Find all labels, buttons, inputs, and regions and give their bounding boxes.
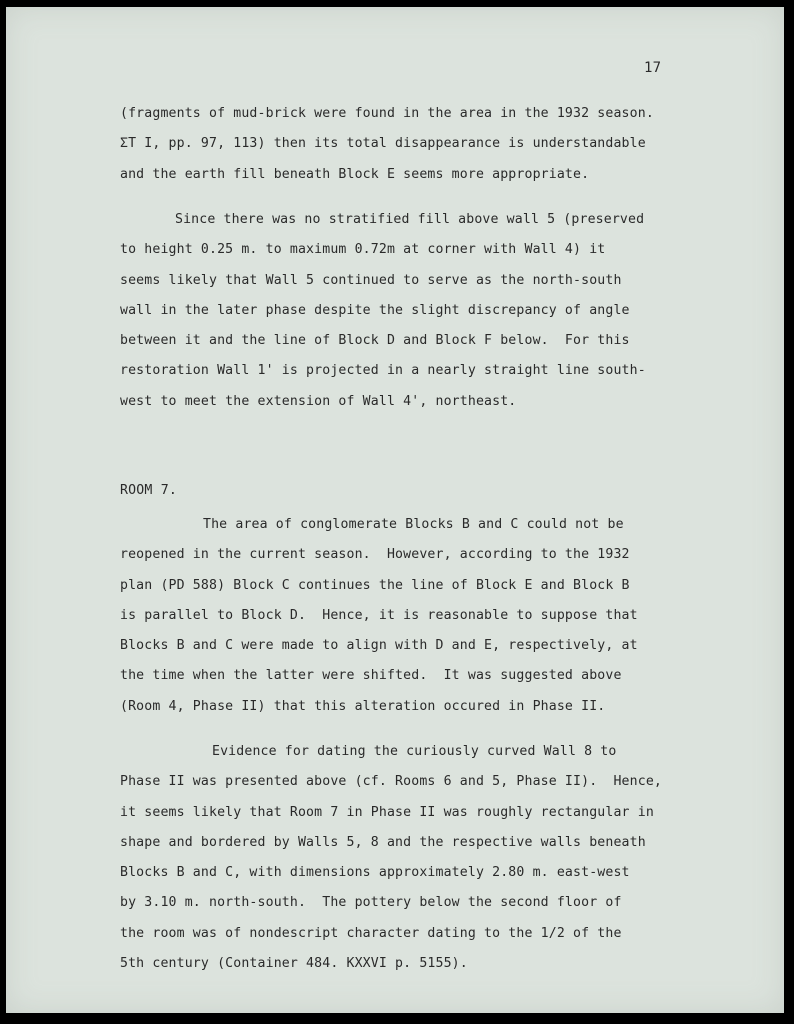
text-line: reopened in the current season. However, according to the 1932 (120, 547, 630, 563)
paragraph-2 (120, 205, 646, 417)
text-line: plan (PD 588) Block C continues the line of Block E and Block B (120, 577, 630, 593)
text-line: Evidence for dating the curiously curved Wall 8 to (212, 744, 617, 759)
text-line: Blocks B and C, with dimensions approximately 2.80 m. east-west (120, 865, 630, 881)
text-line: shape and bordered by Walls 5, 8 and the respective walls beneath (120, 834, 646, 850)
text-line: the room was of nondescript character dating to the 1/2 of the (120, 925, 622, 941)
text-line: seems likely that Wall 5 continued to serve as the north-south (120, 272, 622, 288)
text-line: it seems likely that Room 7 in Phase II was roughly rectangular in (120, 804, 654, 820)
text-line: west to meet the extension of Wall 4', northeast. (120, 393, 517, 409)
text-line: ΣT I, pp. 97, 113) then its total disappearance is understandable (120, 136, 646, 152)
text-line: to height 0.25 m. to maximum 0.72m at corner with Wall 4) it (120, 242, 606, 258)
text-line: wall in the later phase despite the slight discrepancy of angle (120, 302, 630, 318)
text-line: the time when the latter were shifted. It was suggested above (120, 668, 622, 684)
page-number: 17 (644, 60, 662, 76)
section-heading: ROOM 7. (120, 483, 177, 498)
text-line: The area of conglomerate Blocks B and C could not be (203, 517, 624, 532)
text-line: restoration Wall 1' is projected in a nearly straight line south- (120, 363, 646, 379)
text-line: (Room 4, Phase II) that this alteration occured in Phase II. (120, 698, 606, 714)
document-page (6, 7, 784, 1013)
text-line: by 3.10 m. north-south. The pottery below the second floor of (120, 895, 622, 911)
text-line: Blocks B and C were made to align with D and E, respectively, at (120, 638, 638, 654)
text-line: is parallel to Block D. Hence, it is reasonable to suppose that (120, 607, 638, 623)
text-line: Since there was no stratified fill above wall 5 (preserved (175, 212, 645, 227)
text-line: 5th century (Container 484. KXXVI p. 5155). (120, 956, 468, 972)
paragraph-1 (120, 99, 654, 190)
paragraph-4 (120, 737, 662, 979)
text-line: and the earth fill beneath Block E seems more appropriate. (120, 166, 590, 182)
text-line: (fragments of mud-brick were found in the area in the 1932 season. (120, 106, 654, 121)
text-line: between it and the line of Block D and Block F below. For this (120, 333, 630, 349)
text-line: Phase II was presented above (cf. Rooms 6 and 5, Phase II). Hence, (120, 774, 662, 790)
paragraph-3 (120, 510, 638, 722)
